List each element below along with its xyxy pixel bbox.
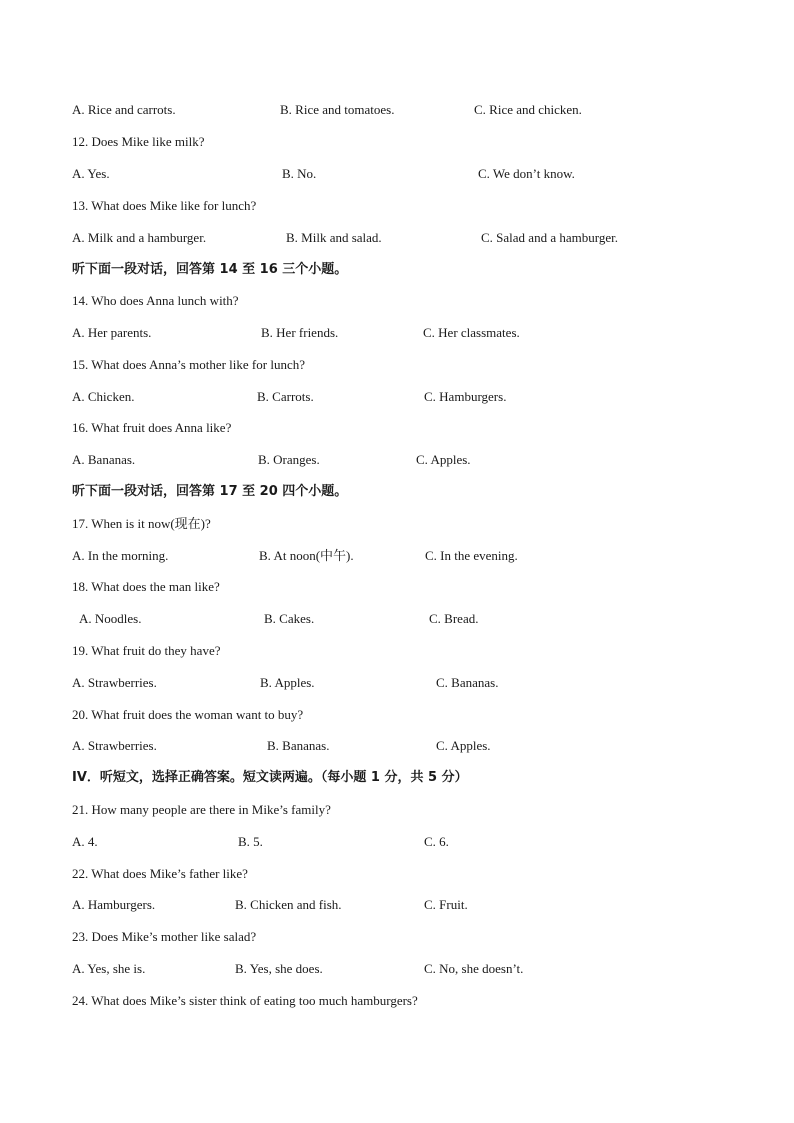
option-b: B. Apples. — [260, 675, 315, 690]
options-row — [0, 673, 794, 693]
option-b: B. Milk and salad. — [286, 230, 382, 245]
question-20: 20. What fruit does the woman want to buy? — [72, 707, 304, 722]
option-b: B. No. — [282, 166, 317, 181]
option-b: B. Yes, she does. — [235, 961, 323, 976]
section-instruction — [0, 260, 794, 280]
option-a: A. Bananas. — [72, 452, 136, 467]
question-text — [0, 418, 794, 438]
option-c: C. Her classmates. — [423, 325, 520, 340]
option-a: A. Yes, she is. — [72, 961, 146, 976]
question-14: 14. Who does Anna lunch with? — [72, 293, 239, 308]
question-19: 19. What fruit do they have? — [72, 643, 221, 658]
question-text — [0, 927, 794, 947]
options-row — [0, 609, 794, 629]
section-instruction — [0, 768, 794, 788]
question-text — [0, 291, 794, 311]
question-18: 18. What does the man like? — [72, 579, 220, 594]
instruction-17-20: 听下面一段对话，回答第 17 至 20 四个小题。 — [72, 484, 348, 499]
option-a: A. Rice and carrots. — [72, 102, 176, 117]
option-a: A. In the morning. — [72, 548, 169, 563]
options-row — [0, 546, 794, 566]
option-c: C. Bread. — [429, 611, 479, 626]
question-text — [0, 514, 794, 534]
option-a: A. Milk and a hamburger. — [72, 230, 207, 245]
question-text — [0, 196, 794, 216]
option-b: B. At noon(中午). — [259, 548, 354, 563]
options-row — [0, 895, 794, 915]
options-row — [0, 100, 794, 120]
options-row — [0, 228, 794, 248]
option-a: A. Yes. — [72, 166, 110, 181]
option-b: B. Rice and tomatoes. — [280, 102, 395, 117]
question-12: 12. Does Mike like milk? — [72, 134, 205, 149]
option-a: A. Her parents. — [72, 325, 152, 340]
option-a: A. Noodles. — [79, 611, 142, 626]
instruction-14-16: 听下面一段对话，回答第 14 至 16 三个小题。 — [72, 262, 348, 277]
option-b: B. Oranges. — [258, 452, 320, 467]
option-b: B. 5. — [238, 834, 263, 849]
question-24: 24. What does Mike’s sister think of eating too much hamburgers? — [72, 993, 418, 1008]
option-a: A. Strawberries. — [72, 675, 157, 690]
question-16: 16. What fruit does Anna like? — [72, 420, 232, 435]
options-row — [0, 832, 794, 852]
option-c: C. Hamburgers. — [424, 389, 507, 404]
option-b: B. Chicken and fish. — [235, 897, 342, 912]
options-row — [0, 164, 794, 184]
options-row — [0, 959, 794, 979]
question-13: 13. What does Mike like for lunch? — [72, 198, 257, 213]
option-c: C. Fruit. — [424, 897, 468, 912]
question-text — [0, 355, 794, 375]
section-instruction — [0, 482, 794, 502]
question-text — [0, 132, 794, 152]
option-b: B. Her friends. — [261, 325, 339, 340]
option-a: A. Hamburgers. — [72, 897, 156, 912]
option-c: C. Rice and chicken. — [474, 102, 582, 117]
option-c: C. Salad and a hamburger. — [481, 230, 618, 245]
question-17: 17. When is it now(现在)? — [72, 516, 211, 531]
option-c: C. Bananas. — [436, 675, 499, 690]
options-row — [0, 450, 794, 470]
option-c: C. No, she doesn’t. — [424, 961, 524, 976]
question-text — [0, 800, 794, 820]
option-a: A. Strawberries. — [72, 738, 157, 753]
option-c: C. In the evening. — [425, 548, 518, 563]
options-row — [0, 323, 794, 343]
options-row — [0, 736, 794, 756]
option-b: B. Carrots. — [257, 389, 314, 404]
options-row — [0, 387, 794, 407]
question-text — [0, 577, 794, 597]
option-b: B. Cakes. — [264, 611, 315, 626]
option-c: C. We don’t know. — [478, 166, 575, 181]
option-a: A. Chicken. — [72, 389, 135, 404]
option-a: A. 4. — [72, 834, 98, 849]
section-iv-title: IV．听短文，选择正确答案。短文读两遍。（每小题 1 分，共 5 分） — [72, 770, 468, 785]
option-c: C. 6. — [424, 834, 449, 849]
question-text — [0, 991, 794, 1011]
question-23: 23. Does Mike’s mother like salad? — [72, 929, 257, 944]
question-21: 21. How many people are there in Mike’s family? — [72, 802, 331, 817]
question-text — [0, 641, 794, 661]
option-c: C. Apples. — [436, 738, 491, 753]
question-15: 15. What does Anna’s mother like for lunch? — [72, 357, 305, 372]
question-22: 22. What does Mike’s father like? — [72, 866, 248, 881]
question-text — [0, 864, 794, 884]
question-text — [0, 705, 794, 725]
option-b: B. Bananas. — [267, 738, 330, 753]
option-c: C. Apples. — [416, 452, 471, 467]
